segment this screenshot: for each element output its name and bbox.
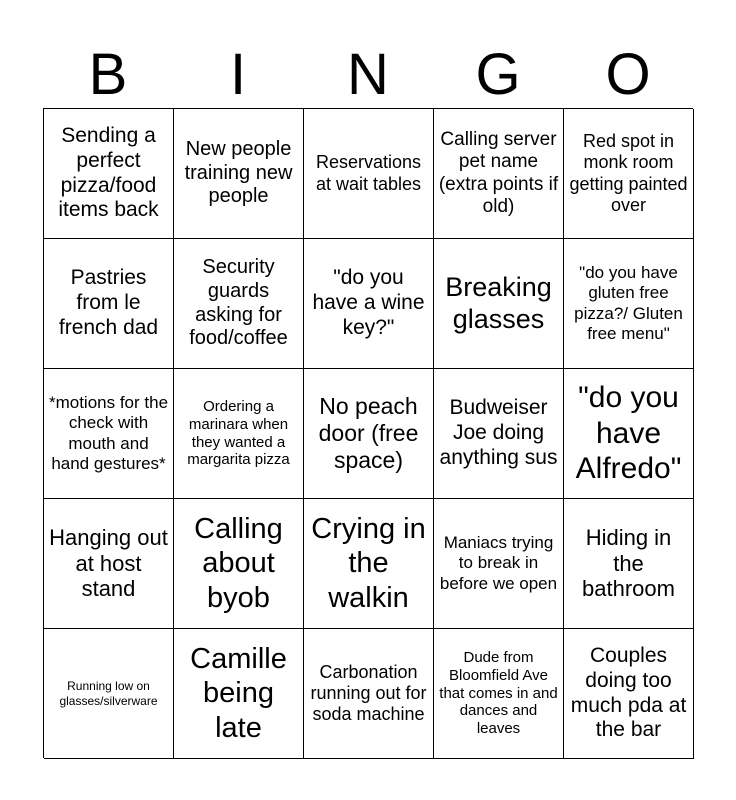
bingo-cell[interactable] xyxy=(44,239,174,369)
cell-text: Calling server pet name (extra points if old) xyxy=(438,128,559,217)
cell-text: Budweiser Joe doing anything sus xyxy=(439,396,558,469)
cell-text: Sending a perfect pizza/food items back xyxy=(58,123,159,222)
bingo-cell[interactable] xyxy=(434,239,564,369)
cell-text: Red spot in monk room getting painted over xyxy=(569,131,688,215)
cell-text: Hiding in the bathroom xyxy=(582,524,675,602)
header-letter-o: O xyxy=(605,41,651,107)
cell-text: Couples doing too much pda at the bar xyxy=(570,643,687,742)
bingo-cell[interactable] xyxy=(564,109,694,239)
bingo-cell[interactable] xyxy=(434,499,564,629)
cell-text: "do you have Alfredo" xyxy=(575,381,682,486)
header-letter-i: I xyxy=(229,41,247,107)
cell-text: New people training new people xyxy=(184,138,293,208)
cell-text: Maniacs trying to break in before we open xyxy=(439,533,558,593)
cell-text: Ordering a marinara when they wanted a margarita pizza xyxy=(187,398,290,469)
bingo-cell[interactable] xyxy=(304,239,434,369)
cell-text: Camille being late xyxy=(190,643,287,744)
bingo-cell[interactable] xyxy=(44,369,174,499)
cell-text: Breaking glasses xyxy=(445,271,552,334)
bingo-cell[interactable] xyxy=(304,109,434,239)
cell-text: "do you have gluten free pizza?/ Gluten free menu" xyxy=(574,263,683,343)
bingo-cell[interactable] xyxy=(434,629,564,759)
header-letter-n: N xyxy=(347,41,389,107)
bingo-cell[interactable] xyxy=(44,499,174,629)
bingo-cell[interactable] xyxy=(564,239,694,369)
cell-text: Hanging out at host stand xyxy=(49,524,168,602)
bingo-cell[interactable] xyxy=(304,629,434,759)
bingo-cell[interactable] xyxy=(564,369,694,499)
cell-text: Dude from Bloomfield Ave that comes in and dances and leaves xyxy=(439,649,558,738)
bingo-header xyxy=(43,40,693,108)
cell-text: Carbonation running out for soda machine xyxy=(310,661,427,725)
header-letter-g: G xyxy=(475,41,521,107)
bingo-cell[interactable] xyxy=(174,239,304,369)
bingo-cell[interactable] xyxy=(434,109,564,239)
cell-text: No peach door (free space) xyxy=(318,392,419,474)
cell-text: Calling about byob xyxy=(194,513,283,614)
cell-text: Crying in the walkin xyxy=(311,513,426,614)
cell-text: Security guards asking for food/coffee xyxy=(189,256,288,350)
cell-text: Pastries from le french dad xyxy=(58,266,159,339)
header-letter-b: B xyxy=(88,41,128,107)
bingo-cell[interactable] xyxy=(434,369,564,499)
bingo-cell[interactable] xyxy=(564,629,694,759)
bingo-cell[interactable] xyxy=(174,369,304,499)
bingo-cell[interactable] xyxy=(564,499,694,629)
bingo-board xyxy=(43,108,693,758)
bingo-cell[interactable] xyxy=(44,109,174,239)
bingo-cell[interactable] xyxy=(174,109,304,239)
cell-text: Running low on glasses/silverware xyxy=(59,679,158,708)
bingo-cell[interactable] xyxy=(174,499,304,629)
bingo-cell[interactable] xyxy=(304,499,434,629)
cell-text: "do you have a wine key?" xyxy=(312,266,425,339)
cell-text: *motions for the check with mouth and hand gestures* xyxy=(48,393,169,473)
bingo-cell[interactable] xyxy=(44,629,174,759)
free-space-cell[interactable] xyxy=(304,369,434,499)
cell-text: Reservations at wait tables xyxy=(315,152,422,194)
bingo-cell[interactable] xyxy=(174,629,304,759)
